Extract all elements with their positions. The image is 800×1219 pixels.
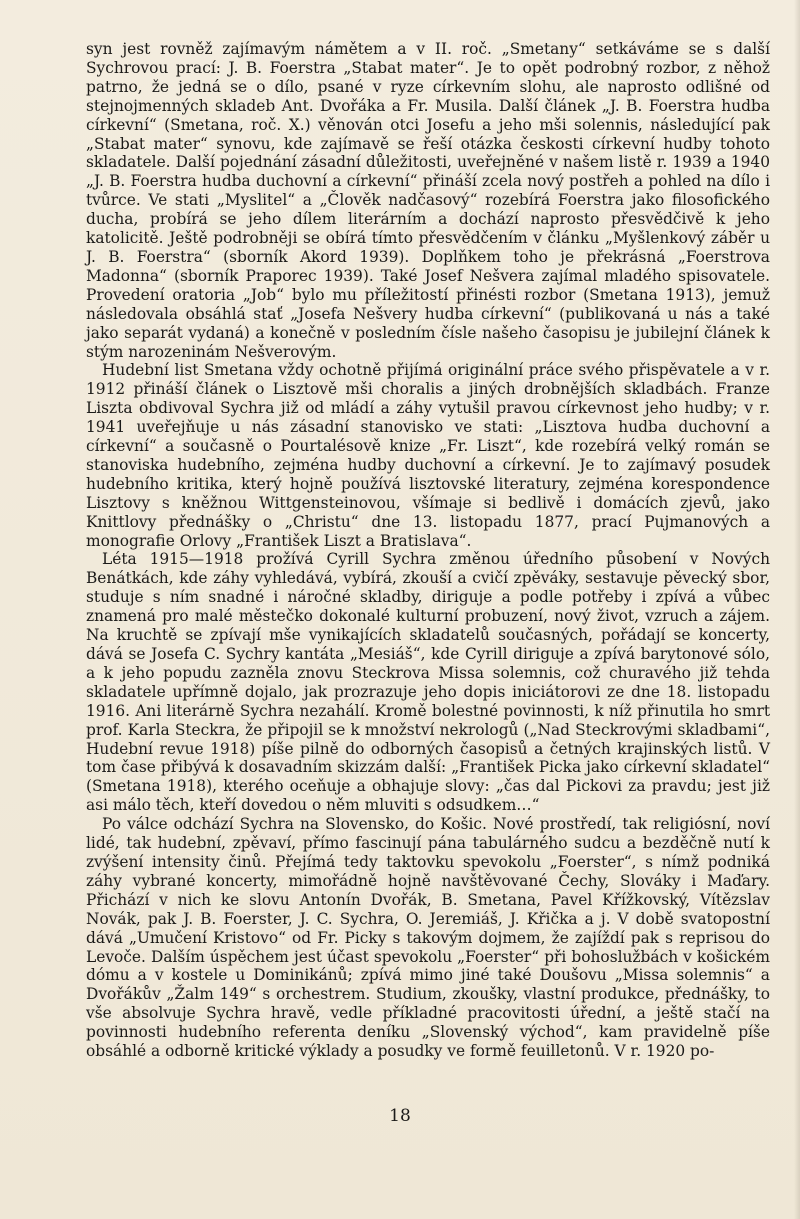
page-edge-shadow — [794, 0, 800, 1219]
paragraph-2: Hudební list Smetana vždy ochotně přijímá originální práce svého přispěvatele a v r. 1912 přináší článek o Lisztově mši choralis a jiných drobnějších skladbách. Franze Liszta obdivoval Sychra již od mládí a záhy vytušil pravou církevnost jeho hudby; v r. 1941 uveřejňuje u nás zásadní stanovisko ve stati: „Lisztova hudba duchovní a církevní“ a současně o Pourtalésově knize „Fr. Liszt“, kde rozebírá velký román se stanoviska hudebního, zejména hudby duchovní a církevní. Je to zajímavý posudek hudebního kritika, který hojně používá lisztovské literatury, zejména korespondence Lisztovy s kněžnou Wittgensteinovou, všímaje si bedlivě i domácích zjevů, jako Knittlovy přednášky o „Christu“ dne 13. listopadu 1877, prací Pujmanových a monografie Orlovy „František Liszt a Bratislava“. — [86, 361, 770, 550]
paragraph-1: syn jest rovněž zajímavým námětem a v II. roč. „Smetany“ setkáváme se s další Sychrovou prací: J. B. Foerstra „Stabat mater“. Je to opět podrobný rozbor, z něhož patrno, že jedná se o dílo, psané v ryze církevním slohu, ale naprosto odlišné od stejnojmenných skladeb Ant. Dvořáka a Fr. Musila. Další článek „J. B. Foerstra hudba církevní“ (Smetana, roč. X.) věnován otci Josefu a jeho mši solennis, následující pak „Stabat mater“ synovu, kde zajímavě se řeší otázka českosti církevní hudby tohoto skladatele. Další pojednání zásadní důležitosti, uveřejněné v našem listě r. 1939 a 1940 „J. B. Foerstra hudba duchovní a církevní“ přináší zcela nový postřeh a pohled na dílo i tvůrce. Ve stati „Myslitel“ a „Člověk nadčasový“ rozebírá Foerstra jako filosofického ducha, probírá se jeho dílem literárním a dochází naprosto přesvědčivě k jeho katolicitě. Ještě podrobněji se obírá tímto přesvědčením v článku „Myšlenkový záběr u J. B. Foerstra“ (sborník Akord 1939). Doplňkem toho je překrásná „Foerstrova Madonna“ (sborník Praporec 1939). Také Josef Nešvera zajímal mladého spisovatele. Provedení oratoria „Job“ bylo mu příležitostí přinésti rozbor (Smetana 1913), jemuž následovala obsáhlá stať „Josefa Nešvery hudba církevní“ (publikovaná u nás a také jako separát vydaná) a konečně v posledním čísle našeho časopisu je jubilejní článek k stým narozeninám Nešverovým. — [86, 40, 770, 361]
page-number: 18 — [389, 1106, 411, 1126]
body-text — [86, 40, 770, 1061]
paragraph-3: Léta 1915—1918 prožívá Cyrill Sychra změnou úředního působení v Nových Benátkách, kde záhy vyhledává, vybírá, zkouší a cvičí zpěváky, sestavuje pěvecký sbor, studuje s ním snadné i náročné skladby, diriguje a podle potřeby i zpívá a vůbec znamená pro malé městečko dokonalé kulturní probuzení, nový život, vzruch a zájem. Na kruchtě se zpívají mše vynikajících skladatelů současných, pořádají se koncerty, dává se Josefa C. Sychry kantáta „Mesiáš“, kde Cyrill diriguje a zpívá barytonové sólo, a k jeho popudu zazněla znovu Steckrova Missa solemnis, což churavého již tehda skladatele upřímně dojalo, jak prozrazuje jeho dopis iniciátorovi ze dne 18. listopadu 1916. Ani literárně Sychra nezahálí. Kromě bolestné povinnosti, k níž přinutila ho smrt prof. Karla Steckra, že připojil se k množství nekrologů („Nad Steckrovými skladbami“, Hudební revue 1918) píše pilně do odborných časopisů a četných krajinských listů. V tom čase přibývá k dosavadním skizzám další: „František Picka jako církevní skladatel“ (Smetana 1918), kterého oceňuje a obhajuje slovy: „čas dal Pickovi za pravdu; jest již asi málo těch, kteří dovedou o něm mluviti s odsudkem…“ — [86, 550, 770, 815]
paragraph-4: Po válce odchází Sychra na Slovensko, do Košic. Nové prostředí, tak religiósní, noví lidé, tak hudební, zpěvaví, přímo fascinují pána tabulárného sudcu a bezděčně nutí k zvýšení intensity činů. Přejímá tedy taktovku spevokolu „Foerster“, s nímž podniká záhy vybrané koncerty, mimořádně hojně navštěvované Čechy, Slováky i Maďary. Přichází v nich ke slovu Antonín Dvořák, B. Smetana, Pavel Křížkovský, Vítězslav Novák, pak J. B. Foerster, J. C. Sychra, O. Jeremiáš, J. Křička a j. V době svatopostní dává „Umučení Kristovo“ od Fr. Picky s takovým dojmem, že zajíždí pak s reprisou do Levoče. Dalším úspěchem jest účast spevokolu „Foerster“ při bohoslužbách v košickém dómu a v kostele u Dominikánů; zpívá mimo jiné také Doušovu „Missa solemnis“ a Dvořákův „Žalm 149“ s orchestrem. Studium, zkoušky, vlastní produkce, přednášky, to vše absolvuje Sychra hravě, vedle příkladné pracovitosti úřední, a ještě stačí na povinnosti hudebního referenta deníku „Slovenský východ“, kam pravidelně píše obsáhlé a odborně kritické výklady a posudky ve formě feuilletonů. V r. 1920 po- — [86, 815, 770, 1061]
